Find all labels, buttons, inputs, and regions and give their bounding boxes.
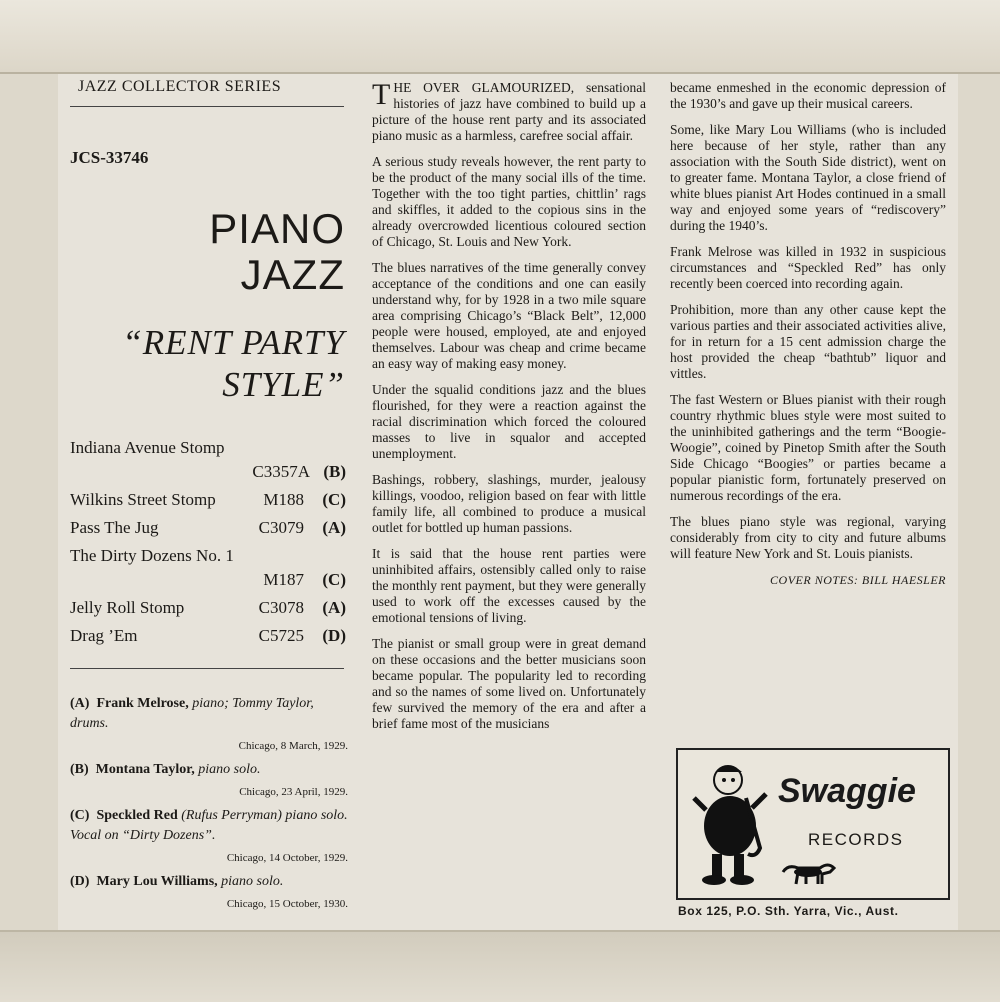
sleeve-bottom-flap	[0, 930, 1000, 1002]
brand-name: Swaggie	[778, 772, 916, 810]
track-matrix: M188	[263, 490, 304, 509]
recording-date: Chicago, 15 October, 1930.	[226, 898, 348, 910]
recording-date: Chicago, 8 March, 1929.	[238, 740, 348, 752]
series-rule	[70, 106, 344, 107]
liner-paragraph: Some, like Mary Lou Williams (who is included here because of her style, rather than any association with the South Side district), went on to greater fame. Montana Taylor, a close friend of white blues pianist Art Hodes continued in a small way and enjoyed some years of “rediscovery” during the 1940’s.	[670, 122, 946, 233]
track-row	[70, 598, 346, 626]
recording-date: Chicago, 14 October, 1929.	[226, 852, 348, 864]
personnel-entry	[70, 694, 348, 756]
personnel-role: piano; Tommy Taylor, drums.	[70, 696, 314, 731]
album-subtitle-line1: “RENT PARTY	[122, 323, 345, 362]
liner-paragraph: The pianist or small group were in great demand on these occasions and the better musicians soon became popular. The popularity led to recording and so the names of some lived on. Unfortunately few survived the memory of the era and after a brief fame most of the musicians	[372, 636, 646, 731]
track-row	[70, 490, 346, 518]
album-title-line1: PIANO	[209, 205, 345, 252]
track-matrix: C3079	[258, 518, 304, 537]
liner-paragraph: The fast Western or Blues pianist with their rough country rhythmic blues style were most suited to the uninhibited gatherings and the term “Boogie-Woogie”, coined by Pinetop Smith after the South Side Chicago “Boogies” or parties became a popular pianistic form, fortunately preserved on numerous recordings of the era.	[670, 392, 946, 503]
track-group: (A)	[322, 518, 346, 537]
liner-notes-column-2	[670, 80, 946, 588]
track-name: Indiana Avenue Stomp	[70, 438, 225, 457]
track-matrix: C3357A	[252, 462, 310, 481]
personnel-entry	[70, 872, 348, 914]
liner-paragraph: Bashings, robbery, slashings, murder, jealousy killings, voodoo, religion based on fear with little family life, all combined to produce a musical outlet for bottled up human passions.	[372, 472, 646, 535]
liner-paragraph: A serious study reveals however, the rent party to be the product of the many social ills of the time. Together with the too tight parties, chittlin’ rags and skiffles, it added to the copious sins in the already overcrowded licentious coloured section of Chicago, St. Louis and New York.	[372, 154, 646, 249]
lead-caps: HE OVER GLAMOURIZED,	[393, 80, 575, 95]
personnel-name: Speckled Red	[96, 808, 178, 823]
album-title	[209, 206, 345, 298]
personnel-tag: (B)	[70, 762, 89, 777]
drop-cap: T	[372, 78, 391, 111]
personnel-role: piano solo.	[221, 874, 284, 889]
musician-cartoon-icon	[686, 758, 776, 888]
track-matrix: C3078	[258, 598, 304, 617]
track-name: Jelly Roll Stomp	[70, 598, 185, 617]
cover-notes-credit: COVER NOTES: BILL HAESLER	[770, 573, 946, 587]
personnel-list	[70, 694, 348, 918]
liner-paragraph: Under the squalid conditions jazz and the blues flourished, for they were a reaction against the racial discrimination which forced the coloured masses to live in squalor and accepted unemployment.	[372, 382, 646, 461]
label-logo-box	[676, 748, 950, 900]
brand-sub: RECORDS	[808, 830, 904, 849]
liner-paragraph: became enmeshed in the economic depression of the 1930’s and gave up their musical careers.	[670, 80, 946, 111]
track-row	[70, 546, 346, 598]
liner-paragraph: The blues narratives of the time generally convey acceptance of the conditions and one can easily understand why, for by 1928 in a two mile square area comprising Chicago’s “Black Belt”, 12,000 people were housed, employed, ate and enjoyed themselves. Labour was cheap and crime became an easy way of making easy money.	[372, 260, 646, 371]
liner-notes-column-1	[372, 80, 646, 742]
liner-paragraph: THE OVER GLAMOURIZED, sensational histories of jazz have combined to build up a picture of the house rent party and its associated piano music as a harmless, carefree social affair.	[372, 78, 646, 143]
track-matrix: M187	[263, 570, 304, 589]
track-group: (A)	[322, 598, 346, 617]
personnel-name: Mary Lou Williams,	[96, 874, 218, 889]
track-group: (D)	[322, 626, 346, 645]
personnel-tag: (C)	[70, 808, 90, 823]
album-title-line2: JAZZ	[240, 251, 345, 298]
sleeve-top-flap	[0, 0, 1000, 74]
track-row	[70, 438, 346, 490]
track-name: Drag ’Em	[70, 626, 138, 645]
liner-paragraph: Prohibition, more than any other cause kept the various parties and their associated activities alive, for in return for a 15 cent admission charge the host provided the cheap “bathtub” liquor and vittles.	[670, 302, 946, 381]
track-matrix: C5725	[258, 626, 304, 645]
personnel-entry	[70, 806, 348, 868]
liner-paragraph: It is said that the house rent parties were uninhibited affairs, ostensibly called only to raise the monthly rent payment, but they were generally used to work off the excesses caused by the emotional tensions of living.	[372, 546, 646, 625]
liner-paragraph: Frank Melrose was killed in 1932 in suspicious circumstances and “Speckled Red” has only recently been coerced into recording again.	[670, 244, 946, 291]
personnel-name: Frank Melrose,	[96, 696, 189, 711]
track-group: (C)	[322, 490, 346, 509]
personnel-entry	[70, 760, 348, 802]
track-name: The Dirty Dozens No. 1	[70, 546, 234, 565]
album-subtitle	[122, 322, 345, 406]
personnel-tag: (A)	[70, 696, 90, 711]
series-title: JAZZ COLLECTOR SERIES	[78, 78, 282, 95]
track-group: (C)	[322, 570, 346, 589]
track-row	[70, 518, 346, 546]
track-group: (B)	[323, 462, 346, 481]
personnel-rule	[70, 668, 344, 669]
personnel-tag: (D)	[70, 874, 90, 889]
album-subtitle-line2: STYLE”	[222, 365, 345, 404]
track-row	[70, 626, 346, 654]
personnel-name: Montana Taylor,	[95, 762, 195, 777]
dog-icon	[778, 858, 838, 888]
track-name: Pass The Jug	[70, 518, 159, 537]
recording-date: Chicago, 23 April, 1929.	[239, 786, 348, 798]
track-list	[70, 438, 346, 654]
personnel-role: (Rufus Perryman) piano solo. Vocal on “Dirty Dozens”.	[70, 808, 348, 843]
label-address: Box 125, P.O. Sth. Yarra, Vic., Aust.	[678, 904, 899, 918]
track-name: Wilkins Street Stomp	[70, 490, 216, 509]
personnel-role: piano solo.	[198, 762, 261, 777]
catalog-number: JCS-33746	[70, 148, 149, 167]
liner-paragraph: The blues piano style was regional, varying considerably from city to city and future albums will feature New York and St. Louis pianists.	[670, 514, 946, 561]
